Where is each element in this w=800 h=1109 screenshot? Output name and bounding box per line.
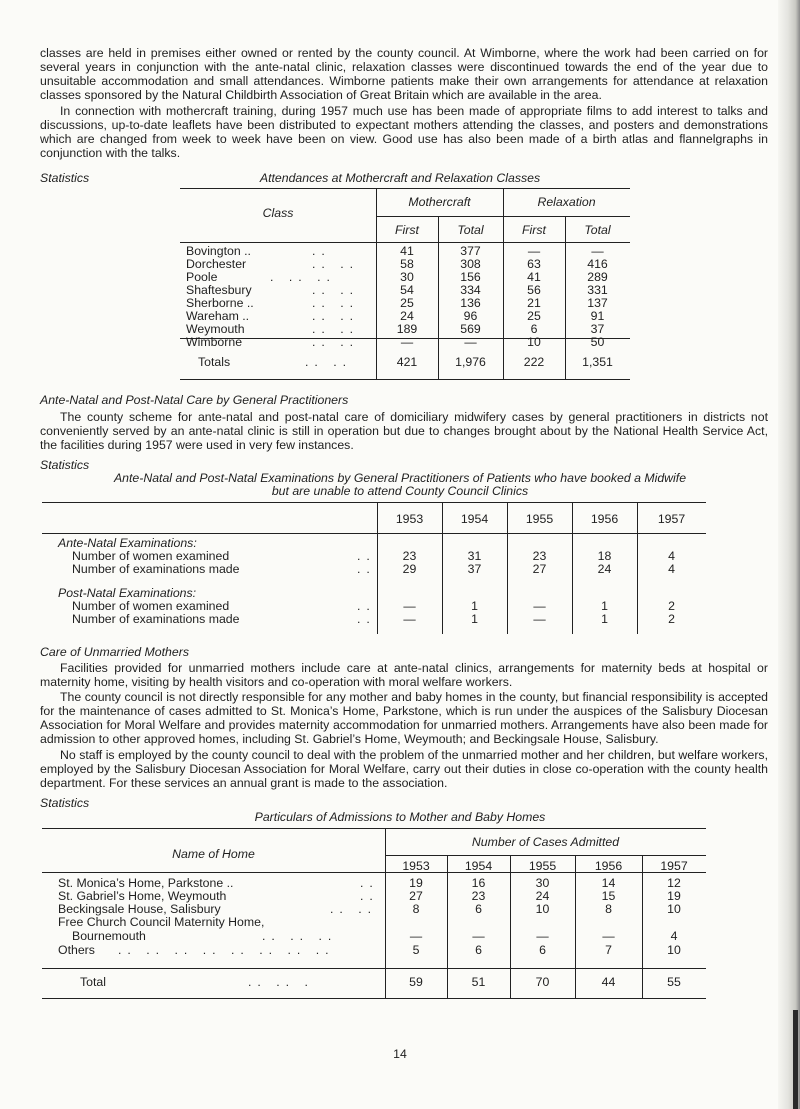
table2-cell: 4: [668, 562, 675, 576]
table3-cell: 12: [667, 876, 681, 890]
table3-header-name: Name of Home: [172, 847, 255, 861]
table1-cell: 136: [460, 296, 481, 310]
table1-cell: 96: [463, 309, 478, 323]
table3-cell: —: [602, 929, 615, 943]
table3-cell: 7: [605, 943, 612, 957]
table1-cell: —: [464, 335, 477, 349]
table2-row-label: Number of women examined: [72, 599, 230, 613]
table3-year-1953: 1953: [402, 859, 430, 873]
statistics-label-3: Statistics: [40, 796, 90, 810]
table1-subheader-m-first: First: [395, 223, 419, 237]
table1-cell: 25: [527, 309, 541, 323]
table1-cell: 58: [400, 257, 414, 271]
table2-cell: 23: [532, 549, 547, 563]
table2-row-label: Number of examinations made: [72, 612, 240, 626]
table2-title-line1: Ante-Natal and Post-Natal Examinations by General Practitioners of Patients who have booked a Midwife: [113, 471, 687, 485]
table2-cell: 18: [597, 549, 612, 563]
table1-cell: 91: [590, 309, 605, 323]
table1-cell: 1,976: [455, 355, 486, 369]
table1-cell: 137: [587, 296, 608, 310]
table2-cell: —: [533, 599, 546, 613]
table1-cell: 289: [587, 270, 608, 284]
table3-cell: —: [536, 929, 549, 943]
table3-cell: 30: [535, 876, 550, 890]
table1-cell: 10: [527, 335, 541, 349]
table1-row-name: Wareham ..: [186, 309, 250, 323]
binding-edge: [793, 1010, 798, 1109]
table1-row-name: Bovington ..: [186, 244, 251, 258]
table2-cell: 1: [471, 612, 478, 626]
table2-cell: 1: [471, 599, 478, 613]
table3-cell: 23: [471, 889, 486, 903]
table2-year-1957: 1957: [657, 512, 686, 526]
table1-cell: 30: [400, 270, 414, 284]
table3-cell: 51: [471, 975, 486, 989]
table2-title-line2: but are unable to attend County Council Clinics: [271, 484, 529, 498]
table3-cell: 8: [605, 902, 612, 916]
table1-cell: 331: [587, 283, 608, 297]
table3-year-1955: 1955: [528, 859, 557, 873]
table3-cell: 19: [667, 889, 681, 903]
table3-row-name: St. Gabriel’s Home, Weymouth: [58, 889, 227, 903]
table1-subheader-m-total: Total: [457, 223, 484, 237]
table3-cell: 16: [471, 876, 486, 890]
table1-cell: 569: [460, 322, 481, 336]
table1-row-name: Shaftesbury: [186, 283, 252, 297]
table3-cell: 70: [535, 975, 550, 989]
table2-row-label: Number of examinations made: [72, 562, 240, 576]
table3-cell: 55: [667, 975, 681, 989]
section3-heading: Care of Unmarried Mothers: [40, 645, 189, 659]
section3-paragraph-1: Facilities provided for unmarried mothers include care at ante-natal clinics, arrangements for maternity beds at hospital or maternity home, visiting by health visitors and co-operation with moral welfare workers.: [40, 661, 768, 689]
table1-row-name: Poole: [186, 270, 218, 284]
table2-year-1953: 1953: [395, 512, 424, 526]
table2-cell: —: [533, 612, 546, 626]
table3-cell: 44: [601, 975, 616, 989]
table3-cell: 8: [412, 902, 420, 916]
table2-cell: 4: [668, 549, 675, 563]
table3-cell: 10: [667, 902, 681, 916]
table1-cell: 21: [527, 296, 541, 310]
table1-totals-label: Totals: [198, 355, 231, 369]
table3-cell: 10: [667, 943, 681, 957]
table1-cell: 56: [527, 283, 541, 297]
table2-cell: 1: [601, 599, 608, 613]
table1-cell: 54: [400, 283, 414, 297]
statistics-label-2: Statistics: [40, 458, 90, 472]
intro-paragraph-1: classes are held in premises either owned or rented by the county council. At Wimborne, where the work had been carried on for several years in conjunction with the ante-natal clinic, relaxation classes were discontinued towards the end of the year due to unsuitable accommodation and small attendances. Wimborne patients make their own arrangements for attendance at relaxation classes sponsored by the Natural Childbirth Association of Great Britain which are available in the area.: [40, 46, 768, 102]
table1-cell: 1,351: [582, 355, 613, 369]
intro-paragraph-2: In connection with mothercraft training, during 1957 much use has been made of appropriate films to add interest to talks and discussions, up-to-date leaflets have been distributed to expectant mothers attending the classes, and posters and demonstrations which are changed from week to week have been on view. Good use has also been made of a birth atlas and flannelgraphs in conjunction with the talks.: [40, 104, 768, 160]
page-number: 14: [393, 1047, 407, 1061]
table3-cell: 15: [601, 889, 616, 903]
table1-row-name: Sherborne ..: [186, 296, 254, 310]
document-page: classes are held in premises either owned or rented by the county council. At Wimborne, where the work had been carried on for several years in conjunction with the ante-natal clinic, relaxation classes were discontinued towards the end of the year due to unsuitable accommodation and small attendances. Wimborne patients make their own arrangements for attendance at relaxation classes sponsored by the Natural Childbirth Association of Great Britain which are available in the area. In connection with mothercraft training, during 1957 much use has been made of appropriate films to add interest to talks and discussions, up-to-date leaflets have been distributed to expectant mothers attending the classes, and posters and demonstrations which are changed from week to week have been on view. Good use has also been made of a birth atlas and flannelgraphs in conjunction with the talks. Statistics Attendances at Mothercraft and Relaxation Classes Class Mothercraft Relaxation First Total First Total Bovington .. .. 41 377 — — Dorchester .. .. 58 308 63 416 Poole . .. .. 30 156 41 289 Shaftesbury .. .. 54 334 56 331 Sherborne .. .. .. 25 136 21 137 Wareham .. .. .. 24 96 25 91 Weymouth .. .. 189 569 6 37 Wimborne .. .. — — 10 50 Totals .. .. 421 1,976 222 1,351 Ante-Natal and Post-Natal Care by General Practitioners The county scheme for ante-natal and post-natal care of domiciliary midwifery cases by general practitioners in districts not conveniently served by an ante-natal clinic is still in operation but due to changes brought about by the National Health Service Act, the facilities during 1957 were used in very few instances. Statistics Ante-Natal and Post-Natal Examinations by General Practitioners of Patients who have booked a Midwife but are unable to attend County Council Clinics 1953 1954 1955 1956 1957 Ante-Natal Examinations: Number of women examined .. 23 31 23 18 4 Number of examinations made .. 29 37 27 24 4 Post-Natal Examinations: Number of women examined .. — 1 — 1 2 Number of examinations made .. — 1 — 1 2 Care of Unmarried Mothers Facilities provided for unmarried mothers include care at ante-natal clinics, arrangements for maternity beds at hospital or maternity home, visiting by health visitors and co-operation with moral welfare workers. The county council is not directly responsible for any mother and baby homes in the county, but financial responsibility is accepted for the maintenance of cases admitted to St. Monica’s Home, Parkstone, which is run under the auspices of the Salisbury Diocesan Association for Moral Welfare and provides maternity accommodation for unmarried mothers. Arrangements have also been made for admission to other approved homes, including St. Gabriel’s Home, Weymouth; and Beckingsale House, Salisbury. No staff is employed by the county council to deal with the problem of the unmarried mother and her children, but welfare workers, employed by the Salisbury Diocesan Association for Moral Welfare, carry out their duties in close co-operation with the county health department. For these services an annual grant is made to the association. Statistics Particulars of Admissions to Mother and Baby Homes Name of Home Number of Cases Admitted 1953 1954 1955 1956 1957 St. Monica’s Home, Parkstone .. .. 19 16 30 14 12 St. Gabriel’s Home, Weymouth .. 27 23 24 15 19 Beckingsale House, Salisbury .. .. 8 6 10 8 10 Free Church Council Maternity Home, Bournemouth .. .. .. — — — — 4 Others .. .. .. .. .. .. .. .. 5 6 6 7 10 Total .. .. . 59 51 70 44 55 14: [0, 0, 800, 1109]
table1-cell: 189: [396, 322, 418, 336]
table3-cell: 59: [409, 975, 423, 989]
table1-title: Attendances at Mothercraft and Relaxation Classes: [259, 171, 541, 185]
table3-cell: 6: [475, 943, 482, 957]
table1-row-name: Weymouth: [186, 322, 245, 336]
table1-subheader-r-total: Total: [584, 223, 611, 237]
table2-group-postnatal: Post-Natal Examinations:: [58, 586, 197, 600]
table2-cell: 29: [402, 562, 417, 576]
table2-cell: 24: [597, 562, 612, 576]
table2-cell: —: [403, 599, 416, 613]
table1-cell: 156: [460, 270, 481, 284]
section2-heading: Ante-Natal and Post-Natal Care by General Practitioners: [40, 393, 349, 407]
table3-title: Particulars of Admissions to Mother and Baby Homes: [254, 810, 546, 824]
table3-row-name: Others: [58, 943, 95, 957]
table1-cell: 24: [400, 309, 414, 323]
table3-cell: 10: [535, 902, 550, 916]
table2-cell: 1: [601, 612, 608, 626]
table3-cell: 14: [601, 876, 616, 890]
table2-cell: 2: [668, 599, 675, 613]
section3-paragraph-2: The county council is not directly responsible for any mother and baby homes in the county, but financial responsibility is accepted for the maintenance of cases admitted to St. Monica’s Home, Parkstone, which is run under the auspices of the Salisbury Diocesan Association for Moral Welfare and provides maternity accommodation for unmarried mothers. Arrangements have also been made for admission to other approved homes, including St. Gabriel’s Home, Weymouth; and Beckingsale House, Salisbury.: [40, 690, 768, 746]
table1-header-relaxation: Relaxation: [537, 195, 596, 209]
table1-header-mothercraft: Mothercraft: [408, 195, 471, 209]
table1-cell: 421: [396, 355, 418, 369]
table1-cell: 377: [460, 244, 481, 258]
table1-cell: 63: [527, 257, 541, 271]
table3-cell: 19: [409, 876, 423, 890]
table2-cell: 2: [668, 612, 675, 626]
table3-cell: 6: [539, 943, 546, 957]
table1-row-name: Dorchester: [186, 257, 247, 271]
section2-paragraph: The county scheme for ante-natal and post-natal care of domiciliary midwifery cases by general practitioners in districts not conveniently served by an ante-natal clinic is still in operation but due to changes brought about by the National Health Service Act, the facilities during 1957 were used in very few instances.: [40, 410, 768, 452]
table1-cell: 41: [527, 270, 541, 284]
table1-cell: 6: [530, 322, 538, 336]
page-edge-shadow: [778, 0, 800, 1109]
table3-header-group: Number of Cases Admitted: [471, 835, 620, 849]
table3-cell: 5: [412, 943, 420, 957]
table1-cell: 41: [400, 244, 414, 258]
table2-cell: 31: [467, 549, 482, 563]
section3-paragraph-3: No staff is employed by the county council to deal with the problem of the unmarried mother and her children, but welfare workers, employed by the Salisbury Diocesan Association for Moral Welfare, carry out their duties in close co-operation with the county health department. For these services an annual grant is made to the association.: [40, 748, 768, 790]
table1-header-class: Class: [262, 206, 294, 220]
table3-cell: 6: [475, 902, 482, 916]
statistics-label-1: Statistics: [40, 171, 90, 185]
table2-year-1955: 1955: [525, 512, 554, 526]
table2-group-antenatal: Ante-Natal Examinations:: [58, 536, 197, 550]
table2-cell: 37: [467, 562, 482, 576]
table1-cell: 222: [523, 355, 545, 369]
table3-row-name: St. Monica’s Home, Parkstone ..: [58, 876, 234, 890]
table1-cell: 37: [590, 322, 605, 336]
table1-cell: —: [591, 244, 604, 258]
table1-cell: 308: [460, 257, 481, 271]
table1-cell: 334: [460, 283, 481, 297]
table1-row-name: Wimborne: [186, 335, 243, 349]
table3-total-label: Total: [80, 975, 106, 989]
table2-cell: 27: [532, 562, 547, 576]
table1-cell: 416: [587, 257, 608, 271]
table3-row-name: Beckingsale House, Salisbury: [58, 902, 221, 916]
table3-cell: —: [472, 929, 485, 943]
table2-year-1954: 1954: [460, 512, 489, 526]
table1-cell: 50: [590, 335, 605, 349]
table2-cell: 23: [402, 549, 417, 563]
table2-cell: —: [403, 612, 416, 626]
table1-cell: 25: [400, 296, 414, 310]
table3-year-1954: 1954: [464, 859, 493, 873]
table1-subheader-r-first: First: [522, 223, 546, 237]
table2-row-label: Number of women examined: [72, 549, 230, 563]
table3-cell: 4: [670, 929, 678, 943]
table3-cell: —: [409, 929, 423, 943]
table3-cell: 27: [409, 889, 423, 903]
table3-year-1956: 1956: [594, 859, 623, 873]
table3-cell: 24: [535, 889, 550, 903]
table3-row-name: Free Church Council Maternity Home,: [58, 915, 265, 929]
table3-year-1957: 1957: [660, 859, 688, 873]
table1-cell: —: [400, 335, 414, 349]
table3-row-name: Bournemouth: [72, 929, 146, 943]
table2-year-1956: 1956: [590, 512, 619, 526]
table1-cell: —: [527, 244, 541, 258]
